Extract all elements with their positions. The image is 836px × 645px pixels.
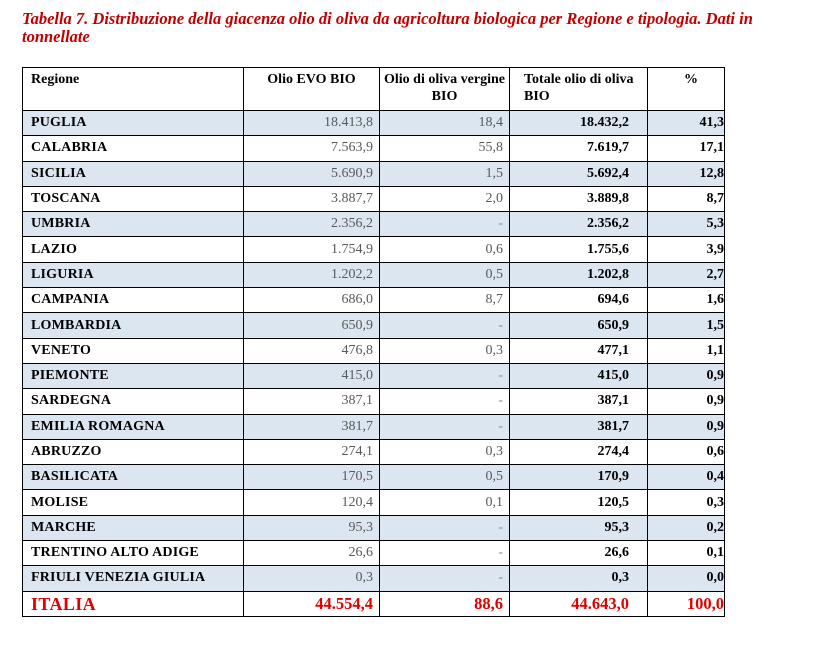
table-row [23, 161, 725, 186]
cell-total: 120,5 [510, 490, 648, 515]
cell-vergine: - [380, 389, 510, 414]
cell-evo: 120,4 [244, 490, 380, 515]
cell-evo: 274,1 [244, 439, 380, 464]
cell-region: LAZIO [23, 237, 244, 262]
total-cell-evo: 44.554,4 [244, 591, 380, 616]
cell-total: 170,9 [510, 465, 648, 490]
cell-percent: 3,9 [648, 237, 725, 262]
cell-vergine: - [380, 363, 510, 388]
cell-evo: 5.690,9 [244, 161, 380, 186]
data-table [22, 67, 725, 617]
column-header-evo: Olio EVO BIO [244, 68, 380, 111]
cell-vergine: 0,6 [380, 237, 510, 262]
cell-vergine: 0,5 [380, 262, 510, 287]
cell-vergine: 0,3 [380, 338, 510, 363]
cell-vergine: - [380, 313, 510, 338]
column-header-vergine: Olio di oliva vergine BIO [380, 68, 510, 111]
table-row [23, 262, 725, 287]
cell-region: LOMBARDIA [23, 313, 244, 338]
table-row [23, 541, 725, 566]
cell-region: ABRUZZO [23, 439, 244, 464]
cell-vergine: - [380, 515, 510, 540]
cell-total: 477,1 [510, 338, 648, 363]
cell-region: SICILIA [23, 161, 244, 186]
total-cell-total: 44.643,0 [510, 591, 648, 616]
cell-vergine: 2,0 [380, 186, 510, 211]
cell-vergine: 1,5 [380, 161, 510, 186]
cell-region: UMBRIA [23, 212, 244, 237]
cell-vergine: 0,5 [380, 465, 510, 490]
cell-region: SARDEGNA [23, 389, 244, 414]
cell-total: 1.202,8 [510, 262, 648, 287]
total-cell-vergine: 88,6 [380, 591, 510, 616]
cell-evo: 0,3 [244, 566, 380, 591]
cell-percent: 0,6 [648, 439, 725, 464]
cell-evo: 476,8 [244, 338, 380, 363]
cell-region: TRENTINO ALTO ADIGE [23, 541, 244, 566]
table-row [23, 338, 725, 363]
cell-evo: 3.887,7 [244, 186, 380, 211]
table-row [23, 389, 725, 414]
table-row [23, 212, 725, 237]
table-row [23, 136, 725, 161]
cell-region: CAMPANIA [23, 288, 244, 313]
cell-vergine: - [380, 541, 510, 566]
cell-percent: 12,8 [648, 161, 725, 186]
cell-total: 95,3 [510, 515, 648, 540]
cell-percent: 5,3 [648, 212, 725, 237]
cell-vergine: - [380, 566, 510, 591]
cell-percent: 0,4 [648, 465, 725, 490]
cell-vergine: 0,1 [380, 490, 510, 515]
cell-vergine: - [380, 212, 510, 237]
cell-region: PUGLIA [23, 111, 244, 136]
cell-percent: 0,9 [648, 363, 725, 388]
cell-percent: 0,9 [648, 389, 725, 414]
table-row [23, 288, 725, 313]
cell-total: 274,4 [510, 439, 648, 464]
cell-region: BASILICATA [23, 465, 244, 490]
cell-total: 1.755,6 [510, 237, 648, 262]
table-row [23, 111, 725, 136]
cell-total: 7.619,7 [510, 136, 648, 161]
cell-vergine: 55,8 [380, 136, 510, 161]
cell-evo: 415,0 [244, 363, 380, 388]
cell-percent: 41,3 [648, 111, 725, 136]
cell-percent: 0,2 [648, 515, 725, 540]
cell-total: 650,9 [510, 313, 648, 338]
total-cell-percent: 100,0 [648, 591, 725, 616]
table-row [23, 465, 725, 490]
cell-evo: 650,9 [244, 313, 380, 338]
cell-vergine: 8,7 [380, 288, 510, 313]
cell-total: 415,0 [510, 363, 648, 388]
column-header-region: Regione [23, 68, 244, 111]
cell-region: FRIULI VENEZIA GIULIA [23, 566, 244, 591]
table-row [23, 186, 725, 211]
cell-vergine: 0,3 [380, 439, 510, 464]
cell-total: 18.432,2 [510, 111, 648, 136]
cell-evo: 170,5 [244, 465, 380, 490]
cell-region: CALABRIA [23, 136, 244, 161]
cell-evo: 95,3 [244, 515, 380, 540]
cell-percent: 17,1 [648, 136, 725, 161]
table-body [23, 111, 725, 617]
total-cell-region: ITALIA [23, 591, 244, 616]
cell-percent: 0,1 [648, 541, 725, 566]
column-header-total: Totale olio di oliva BIO [510, 68, 648, 111]
cell-evo: 18.413,8 [244, 111, 380, 136]
cell-vergine: - [380, 414, 510, 439]
cell-total: 3.889,8 [510, 186, 648, 211]
cell-evo: 2.356,2 [244, 212, 380, 237]
cell-evo: 387,1 [244, 389, 380, 414]
cell-percent: 0,0 [648, 566, 725, 591]
cell-evo: 26,6 [244, 541, 380, 566]
table-row [23, 313, 725, 338]
cell-total: 381,7 [510, 414, 648, 439]
cell-vergine: 18,4 [380, 111, 510, 136]
table-row [23, 439, 725, 464]
cell-region: EMILIA ROMAGNA [23, 414, 244, 439]
cell-region: VENETO [23, 338, 244, 363]
cell-total: 26,6 [510, 541, 648, 566]
table-row [23, 490, 725, 515]
cell-total: 694,6 [510, 288, 648, 313]
cell-total: 5.692,4 [510, 161, 648, 186]
cell-evo: 381,7 [244, 414, 380, 439]
cell-percent: 1,6 [648, 288, 725, 313]
table-row [23, 566, 725, 591]
cell-evo: 1.202,2 [244, 262, 380, 287]
cell-total: 387,1 [510, 389, 648, 414]
table-caption: Tabella 7. Distribuzione della giacenza olio di oliva da agricoltura biologica per Regione e tipologia. Dati in tonnellate [22, 9, 753, 46]
cell-total: 0,3 [510, 566, 648, 591]
cell-percent: 8,7 [648, 186, 725, 211]
cell-region: MARCHE [23, 515, 244, 540]
cell-total: 2.356,2 [510, 212, 648, 237]
cell-region: LIGURIA [23, 262, 244, 287]
cell-evo: 7.563,9 [244, 136, 380, 161]
cell-evo: 686,0 [244, 288, 380, 313]
cell-percent: 1,1 [648, 338, 725, 363]
cell-percent: 0,9 [648, 414, 725, 439]
cell-percent: 0,3 [648, 490, 725, 515]
cell-percent: 2,7 [648, 262, 725, 287]
header-row [23, 68, 725, 111]
table-row [23, 237, 725, 262]
total-row [23, 591, 725, 616]
cell-region: PIEMONTE [23, 363, 244, 388]
cell-evo: 1.754,9 [244, 237, 380, 262]
table-row [23, 363, 725, 388]
cell-region: MOLISE [23, 490, 244, 515]
cell-percent: 1,5 [648, 313, 725, 338]
cell-region: TOSCANA [23, 186, 244, 211]
table-row [23, 515, 725, 540]
table-row [23, 414, 725, 439]
column-header-percent: % [648, 68, 725, 111]
